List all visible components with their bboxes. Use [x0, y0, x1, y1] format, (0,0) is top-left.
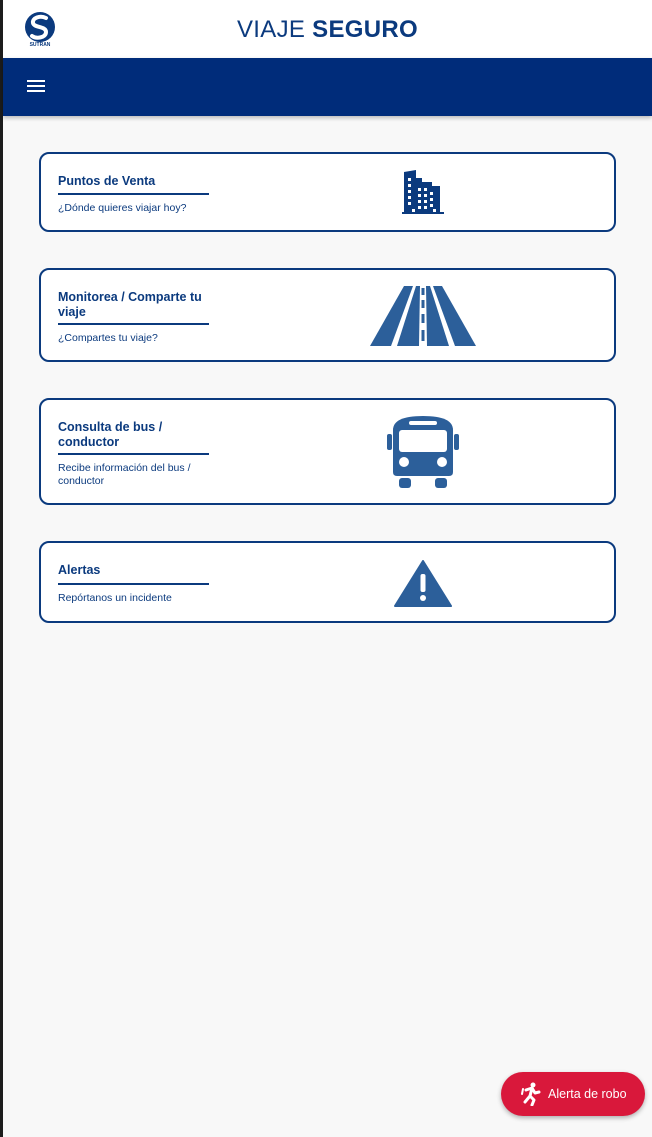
road-icon	[370, 286, 476, 346]
navbar	[3, 58, 652, 116]
fab-label: Alerta de robo	[548, 1087, 627, 1101]
svg-text:SUTRAN: SUTRAN	[29, 42, 51, 48]
card-consulta-bus[interactable]	[39, 398, 616, 505]
card-title: Consulta de bus / conductor	[58, 420, 163, 449]
running-person-icon	[519, 1082, 543, 1106]
card-title: Puntos de Venta	[58, 174, 156, 188]
window-edge	[0, 0, 3, 1137]
card-title: Alertas	[58, 563, 101, 577]
bus-icon	[387, 416, 459, 488]
title-bold: SEGURO	[312, 16, 418, 43]
card-puntos-de-venta[interactable]	[39, 152, 616, 232]
card-subtitle: Repórtanos un incidente	[58, 592, 172, 604]
alerta-de-robo-button[interactable]	[501, 1072, 645, 1116]
warning-icon	[394, 559, 452, 607]
card-subtitle: Recibe información del bus / conductor	[58, 462, 191, 487]
page-title	[3, 15, 652, 45]
building-icon	[402, 170, 444, 214]
card-subtitle: ¿Compartes tu viaje?	[58, 332, 158, 344]
card-divider	[58, 323, 209, 325]
card-alertas[interactable]	[39, 541, 616, 623]
card-divider	[58, 193, 209, 195]
card-subtitle: ¿Dónde quieres viajar hoy?	[58, 202, 187, 214]
card-divider	[58, 583, 209, 585]
app-header	[3, 0, 652, 58]
card-divider	[58, 453, 209, 455]
hamburger-menu-icon[interactable]	[23, 76, 49, 98]
card-title: Monitorea / Comparte tu viaje	[58, 290, 202, 319]
card-monitorea-comparte[interactable]	[39, 268, 616, 362]
title-light: VIAJE	[237, 16, 306, 43]
